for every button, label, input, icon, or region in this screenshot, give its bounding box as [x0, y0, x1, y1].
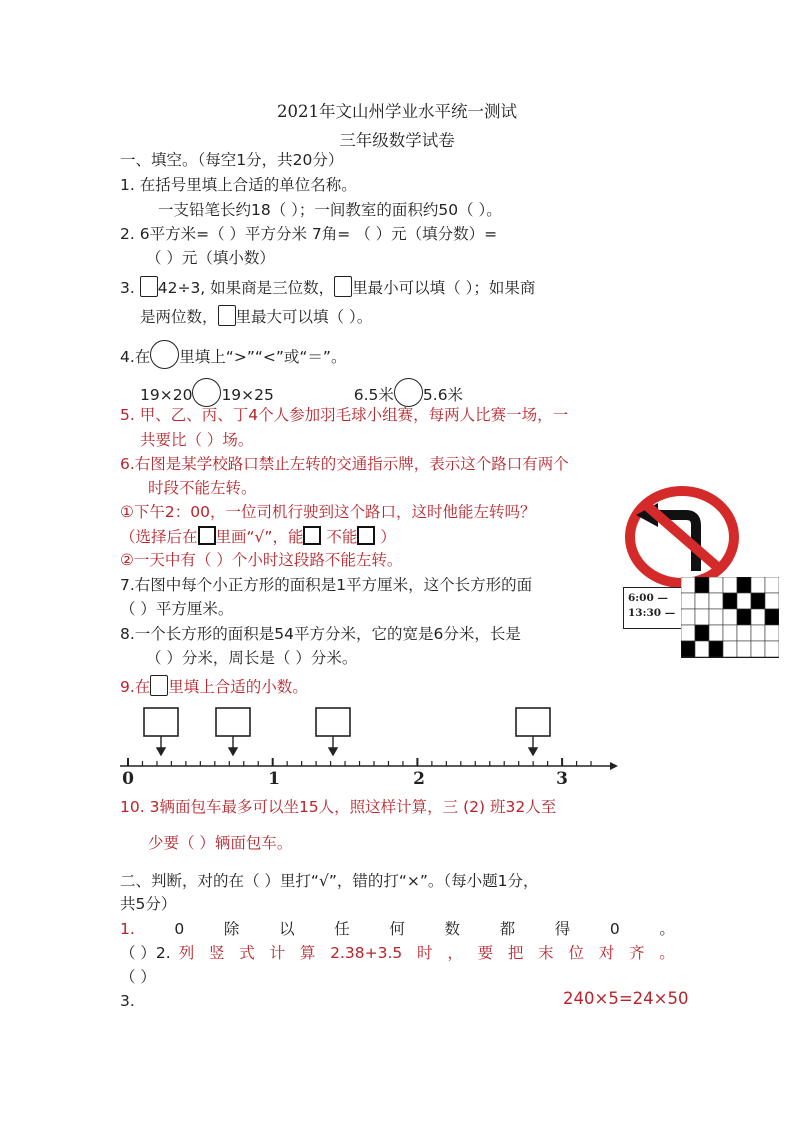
judge-q1-word: 除 — [223, 920, 240, 938]
tick-label-0: 0 — [122, 769, 134, 789]
section2-heading-line1: 二、判断，对的在（ ）里打“√”，错的打“×”。（每小题1分， — [120, 872, 539, 890]
grid-cell — [723, 641, 737, 657]
grid-cell — [723, 577, 737, 593]
answer-box[interactable] — [140, 276, 158, 297]
judge-q1-word: 何 — [389, 920, 405, 938]
grid-cell — [695, 609, 709, 625]
judge-q2-word: 要 — [477, 944, 494, 962]
q4-text-b: 里填上“>”“<”或“＝”。 — [179, 348, 347, 366]
judge-q3-number: 3. — [120, 992, 135, 1010]
judge-q2-word: 位 — [568, 944, 584, 962]
grid-cell — [709, 609, 723, 625]
grid-cell — [751, 609, 765, 625]
grid-cell — [709, 625, 723, 641]
q6-sub2-a: （选择后在 — [120, 528, 198, 546]
q6-sub3-text: ②一天中有（ ）个小时这段路不能左转 — [120, 551, 387, 569]
judge-q2-word: ， — [447, 944, 463, 962]
number-line — [110, 700, 630, 790]
judge-q2 — [120, 943, 675, 963]
q6-sub3-end: 。 — [386, 551, 403, 569]
number-line-answer-box[interactable] — [316, 708, 350, 736]
q1-stem: 1. 在括号里填上合适的单位名称。 — [120, 176, 357, 194]
answer-circle[interactable] — [394, 378, 423, 407]
grid-cell — [681, 593, 695, 609]
grid-cell — [737, 593, 751, 609]
tick-label-1: 1 — [268, 769, 280, 789]
judge-q2-blank: （ ）2. — [120, 944, 171, 962]
grid-cell — [737, 641, 751, 657]
number-line-ticks — [128, 758, 591, 766]
q3-line2 — [140, 305, 372, 327]
q9-text-b: 里填上合适的小数。 — [168, 678, 308, 696]
q5-line1: 5. 甲、乙、丙、丁4个人参加羽毛球小组赛，每两人比赛一场，一 — [120, 406, 569, 424]
grid-cell — [695, 641, 709, 657]
judge-q2-word: 对 — [598, 944, 615, 962]
sign-time-1: 6:00 — — [628, 592, 668, 604]
q2-line1: 2. 6平方米=（ ）平方分米 7角= （ ）元（填分数）= — [120, 225, 498, 243]
number-line-answer-box[interactable] — [216, 708, 250, 736]
grid-cell — [709, 577, 723, 593]
grid-cell — [765, 577, 779, 593]
tick-label-3: 3 — [556, 769, 568, 789]
q3-line1 — [120, 276, 535, 298]
q1-line: 一支铅笔长约18（ ）；一间教室的面积约50（ ）。 — [158, 201, 502, 219]
judge-q2-word: 2.38+3.5 — [330, 944, 403, 962]
judge-q1-word: 。 — [659, 920, 675, 938]
judge-q2-word: 末 — [538, 944, 554, 962]
grid-cell — [681, 641, 695, 657]
q6-line1: 6.右图是某学校路口禁止左转的交通指示牌，表示这个路口有两个 — [120, 455, 569, 473]
number-line-boxes — [144, 708, 550, 736]
grid-cell — [751, 593, 765, 609]
q6-sub2-c: 不能 — [321, 528, 358, 546]
grid-cell — [751, 625, 765, 641]
q5-line2: 共要比（ ）场。 — [140, 431, 254, 449]
number-line-answer-box[interactable] — [516, 708, 550, 736]
grid-cell — [723, 593, 737, 609]
judge-q2-word: 算 — [299, 944, 316, 962]
judge-q2-word: 把 — [507, 944, 524, 962]
answer-circle[interactable] — [150, 340, 179, 369]
grid-cell — [751, 641, 765, 657]
grid-cell — [695, 625, 709, 641]
q6-line2: 时段不能左转。 — [148, 479, 257, 497]
q3-number: 3. — [120, 279, 135, 297]
no-left-turn-sign-icon — [624, 485, 740, 589]
q9-stem — [120, 675, 308, 697]
grid-cell — [681, 577, 695, 593]
q7-line1: 7.右图中每个小正方形的面积是1平方厘米，这个长方形的面 — [120, 576, 533, 594]
answer-box[interactable] — [198, 526, 216, 545]
number-line-labels — [122, 769, 568, 789]
judge-q1-word: 数 — [444, 920, 460, 938]
q4-compare — [140, 378, 463, 407]
grid-cell — [765, 593, 779, 609]
judge-q2-text — [179, 943, 675, 963]
sign-time-plate — [623, 587, 685, 629]
judge-q1 — [120, 919, 675, 939]
sign-time-2: 13:30 — — [628, 607, 676, 619]
q6-sub3 — [120, 550, 402, 570]
q3-text-d: 里最大可以填（ ）。 — [235, 308, 373, 326]
judge-q2-word: 计 — [269, 944, 286, 962]
judge-q3-expr: 240×5=24×50 — [563, 989, 689, 1008]
judge-q2-word: 式 — [239, 944, 255, 962]
q6-sub2-d: ） — [375, 528, 396, 546]
judge-q2-word: 。 — [659, 944, 675, 962]
answer-box-yes[interactable] — [303, 526, 321, 545]
answer-box-no[interactable] — [357, 526, 375, 545]
answer-box[interactable] — [150, 675, 168, 696]
tick-label-2: 2 — [413, 769, 425, 789]
grid-cell — [765, 609, 779, 625]
judge-q1-word: 0 — [174, 920, 185, 938]
judge-q1-word: 任 — [334, 920, 350, 938]
grid-cell — [681, 625, 695, 641]
q3-text-b: 里最小可以填（ ）；如果商 — [352, 279, 536, 297]
grid-cell — [765, 641, 779, 657]
exam-title: 2021年文山州学业水平统一测试 — [277, 102, 517, 121]
number-line-arrowhead — [610, 762, 618, 770]
answer-box[interactable] — [334, 276, 352, 297]
q2-line2: （ ）元（填小数） — [146, 249, 275, 267]
section1-heading: 一、填空。（每空1分，共20分） — [120, 151, 344, 169]
grid-cell — [737, 625, 751, 641]
grid-cell — [723, 609, 737, 625]
answer-box[interactable] — [218, 305, 236, 326]
grid-cell — [681, 609, 695, 625]
judge-q1-word: 0 — [609, 920, 620, 938]
grid-cell — [709, 593, 723, 609]
judge-q2-answer: （ ） — [120, 968, 156, 986]
q6-sub2-b: 里画“√”，能 — [215, 528, 304, 546]
q8-line1: 8.一个长方形的面积是54平方分米，它的宽是6分米，长是 — [120, 625, 521, 643]
grid-cell — [709, 641, 723, 657]
number-line-arrows — [157, 736, 537, 755]
q3-text-a: 42÷3, 如果商是三位数， — [157, 279, 335, 297]
exam-subtitle: 三年级数学试卷 — [339, 131, 455, 150]
judge-q1-word: 以 — [279, 920, 295, 938]
grid-cell — [765, 625, 779, 641]
grid-cell — [723, 625, 737, 641]
q4-expr-3: 6.5米 — [353, 386, 394, 404]
grid-cell — [695, 577, 709, 593]
q10-line1: 10. 3辆面包车最多可以坐15人，照这样计算，三 (2) 班32人至 — [120, 798, 557, 816]
judge-q2-word: 时 — [417, 944, 433, 962]
q4-text-a: 4.在 — [120, 348, 151, 366]
q9-text-a: 9.在 — [120, 678, 151, 696]
q6-sub1: ①下午2：00，一位司机行驶到这个路口，这时他能左转吗？ — [120, 503, 536, 521]
q4-stem — [120, 340, 346, 369]
judge-q2-word: 竖 — [209, 944, 225, 962]
q8-line2: （ ）分米，周长是（ ）分米。 — [146, 649, 358, 667]
judge-q1-word: 得 — [554, 920, 571, 938]
number-line-answer-box[interactable] — [144, 708, 178, 736]
grid-cell — [695, 593, 709, 609]
judge-q2-word: 齐 — [629, 944, 645, 962]
answer-circle[interactable] — [192, 378, 221, 407]
grid-cell — [751, 577, 765, 593]
grid-figure — [681, 577, 779, 658]
grid-cell — [737, 609, 751, 625]
section2-heading-line2: 共5分） — [120, 895, 177, 913]
judge-q2-word: 列 — [178, 944, 195, 962]
q3-text-c: 是两位数， — [140, 308, 218, 326]
q4-expr-1: 19×20 — [140, 386, 193, 404]
q10-line2: 少要（ ）辆面包车。 — [148, 834, 293, 852]
q7-line2: （ ）平方厘米。 — [120, 600, 234, 618]
judge-q1-word: 1. — [120, 920, 135, 938]
q4-expr-4: 5.6米 — [422, 386, 464, 404]
judge-q1-word: 都 — [499, 920, 516, 938]
q4-expr-2: 19×25 — [221, 386, 274, 404]
grid-cell — [737, 577, 751, 593]
q6-sub2 — [120, 526, 396, 547]
